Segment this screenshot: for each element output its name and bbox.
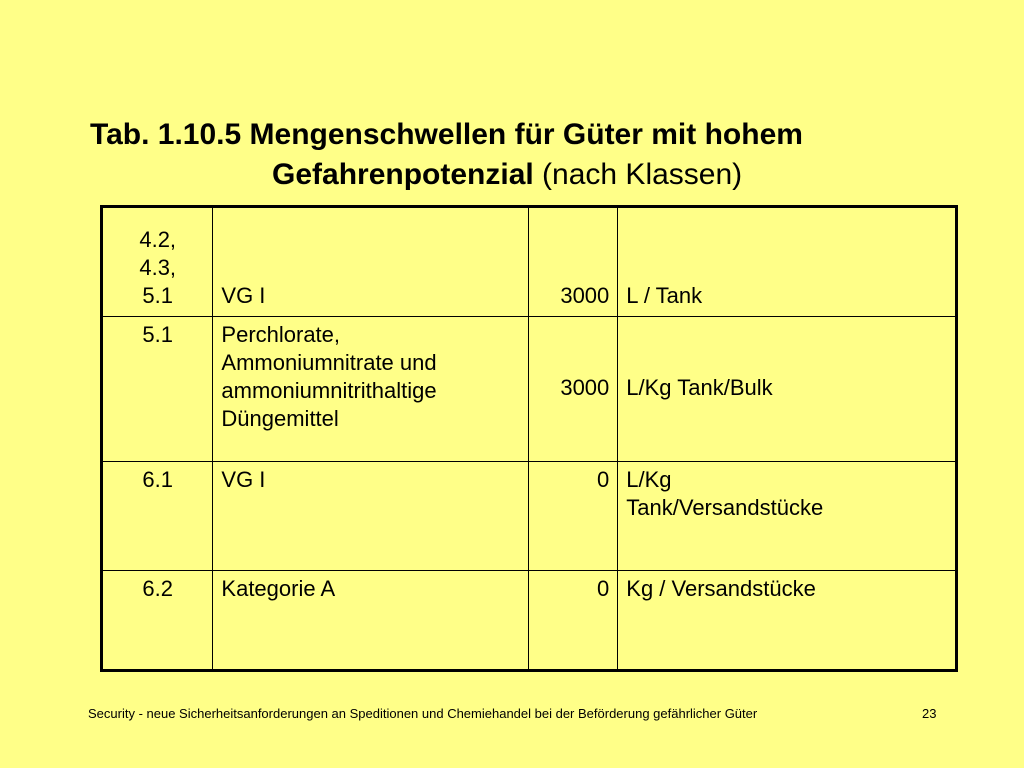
klasse-cell	[102, 462, 213, 571]
table-row	[102, 462, 957, 571]
cell-line: 0	[597, 467, 610, 492]
cell-line: 6.1	[142, 467, 173, 492]
menge-cell	[528, 317, 618, 462]
cell-line: Ammoniumnitrate und	[221, 350, 437, 375]
cell-line: Kategorie A	[221, 576, 336, 601]
cell-line: 5.1	[142, 322, 173, 347]
gueter-cell	[213, 571, 528, 671]
klasse-cell	[102, 207, 213, 317]
cell-line: Tank/Versandstücke	[626, 495, 824, 520]
cell-line: 3000	[560, 375, 610, 400]
cell-line: VG I	[221, 467, 266, 492]
title-line1: Tab. 1.10.5 Mengenschwellen für Güter mit hohem	[90, 118, 803, 151]
cell-line: 4.3,	[139, 255, 177, 280]
table-row	[102, 571, 957, 671]
einheit-cell	[618, 462, 957, 571]
klasse-cell	[102, 317, 213, 462]
cell-line: Kg / Versandstücke	[626, 576, 816, 601]
cell-line: 4.2,	[139, 227, 177, 252]
menge-cell	[528, 462, 618, 571]
cell-line: 6.2	[142, 576, 173, 601]
cell-line: 5.1	[142, 283, 173, 308]
slide-title	[90, 115, 970, 195]
cell-line: Düngemittel	[221, 406, 339, 431]
einheit-cell	[618, 207, 957, 317]
page-number: 23	[922, 706, 937, 721]
table-row	[102, 317, 957, 462]
footer-text: Security - neue Sicherheitsanforderungen an Speditionen und Chemiehandel bei der Beförderung gefährlicher Güter	[88, 706, 758, 721]
cell-line: ammoniumnitrithaltige	[221, 378, 437, 403]
title-line2-bold: Gefahrenpotenzial	[272, 158, 534, 191]
einheit-cell	[618, 571, 957, 671]
cell-line: 0	[597, 576, 610, 601]
cell-line: Perchlorate,	[221, 322, 341, 347]
cell-line: L/Kg Tank/Bulk	[626, 375, 773, 400]
menge-cell	[528, 207, 618, 317]
gueter-cell	[213, 317, 528, 462]
cell-line: L / Tank	[626, 283, 703, 308]
threshold-table-wrap	[100, 205, 958, 672]
einheit-cell	[618, 317, 957, 462]
cell-line: L/Kg	[626, 467, 672, 492]
gueter-cell	[213, 207, 528, 317]
menge-cell	[528, 571, 618, 671]
table-row	[102, 207, 957, 317]
gueter-cell	[213, 462, 528, 571]
cell-line: 3000	[560, 283, 610, 308]
cell-line: VG I	[221, 283, 266, 308]
threshold-table	[100, 205, 958, 672]
klasse-cell	[102, 571, 213, 671]
title-line2-suffix: (nach Klassen)	[533, 158, 743, 191]
